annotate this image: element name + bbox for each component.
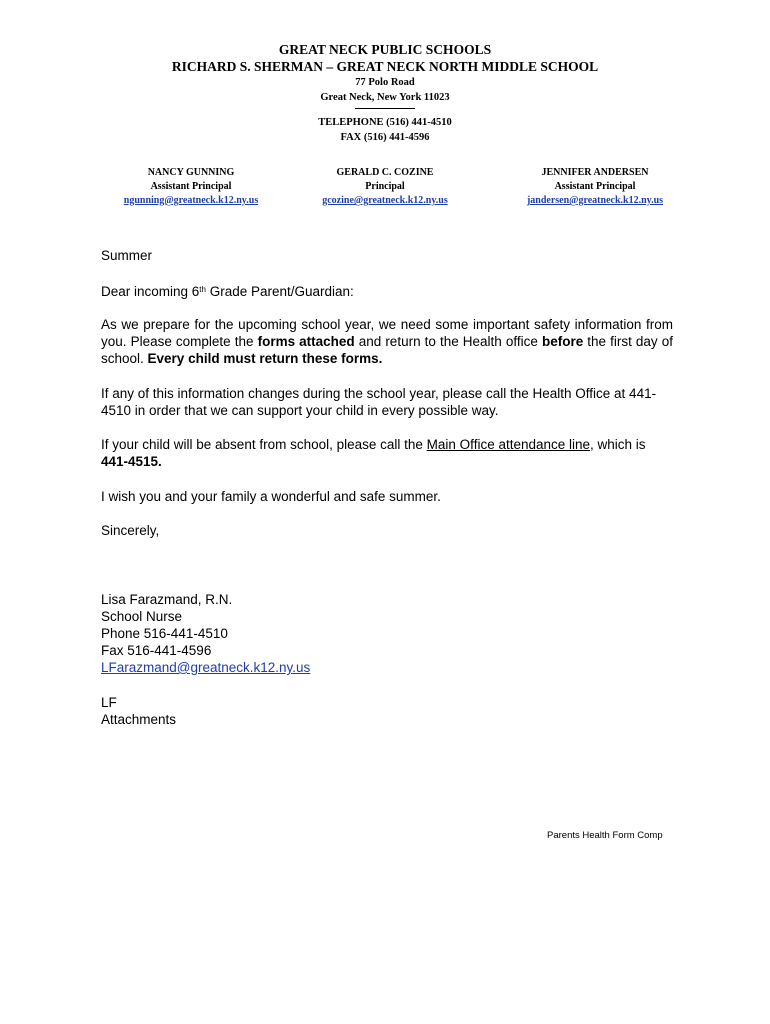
letterhead-divider — [355, 108, 415, 109]
address-line2: Great Neck, New York 11023 — [320, 92, 450, 103]
paragraph-changes: If any of this information changes during the school year, please call the Health Office at 441-4510 in order that we can support your child in every possible way. — [101, 386, 657, 418]
letter-date: Summer — [101, 248, 153, 263]
paragraph-wishes: I wish you and your family a wonderful and safe summer. — [101, 489, 441, 504]
address-line1: 77 Polo Road — [355, 77, 415, 88]
signature-phone: Phone 516-441-4510 — [101, 626, 228, 641]
telephone: TELEPHONE (516) 441-4510 — [318, 117, 452, 128]
staff-assistant-principal-andersen — [495, 166, 695, 208]
salutation-sup: th — [199, 285, 206, 294]
staff-name: NANCY GUNNING — [147, 167, 235, 178]
staff-name: GERALD C. COZINE — [336, 167, 434, 178]
p1-text: As we prepare for the upcoming school year, we need some important safety information from you. Please complete the — [101, 317, 673, 349]
salutation-pre: Dear incoming 6 — [101, 284, 200, 299]
p3-text: If your child will be absent from school, please call the — [101, 437, 427, 452]
closing: Sincerely, — [101, 523, 160, 538]
signature-fax: Fax 516-441-4596 — [101, 643, 212, 658]
district-name: GREAT NECK PUBLIC SCHOOLS — [278, 42, 492, 57]
attachments-label: Attachments — [101, 712, 177, 727]
attendance-line-text: Main Office attendance line — [426, 437, 591, 452]
letterhead — [0, 41, 770, 145]
staff-name: JENNIFER ANDERSEN — [541, 167, 649, 178]
staff-email-link[interactable]: ngunning@greatneck.k12.ny.us — [123, 195, 259, 206]
staff-title: Principal — [365, 181, 405, 192]
must-return-emphasis: Every child must return these forms. — [147, 351, 383, 366]
initials: LF — [101, 695, 117, 710]
staff-email-link[interactable]: jandersen@greatneck.k12.ny.us — [526, 195, 664, 206]
signature-name: Lisa Farazmand, R.N. — [101, 592, 233, 607]
signature-title: School Nurse — [101, 609, 183, 624]
forms-attached-emphasis: forms attached — [257, 334, 355, 349]
paragraph-absence — [101, 436, 673, 470]
before-emphasis: before — [541, 334, 584, 349]
enclosure-block — [101, 694, 673, 728]
school-name: RICHARD S. SHERMAN – GREAT NECK NORTH MIDDLE SCHOOL — [171, 59, 599, 74]
signature-email-link[interactable]: LFarazmand@greatneck.k12.ny.us — [101, 660, 311, 675]
signature-block — [101, 591, 673, 676]
staff-email-link[interactable]: gcozine@greatneck.k12.ny.us — [322, 195, 448, 206]
footer-note: Parents Health Form Comp — [547, 830, 663, 841]
p1-text: and return to the Health office — [354, 334, 542, 349]
staff-assistant-principal-gunning — [91, 166, 291, 208]
paragraph-forms — [101, 316, 673, 367]
salutation — [101, 283, 673, 300]
attendance-number: 441-4515. — [101, 454, 162, 469]
fax: FAX (516) 441-4596 — [340, 132, 430, 143]
p1-text: the first day of school. — [101, 334, 673, 366]
p3-text: , which is — [590, 437, 646, 452]
staff-principal-cozine — [285, 166, 485, 208]
staff-title: Assistant Principal — [150, 181, 232, 192]
staff-title: Assistant Principal — [554, 181, 636, 192]
salutation-post: Grade Parent/Guardian: — [205, 284, 354, 299]
